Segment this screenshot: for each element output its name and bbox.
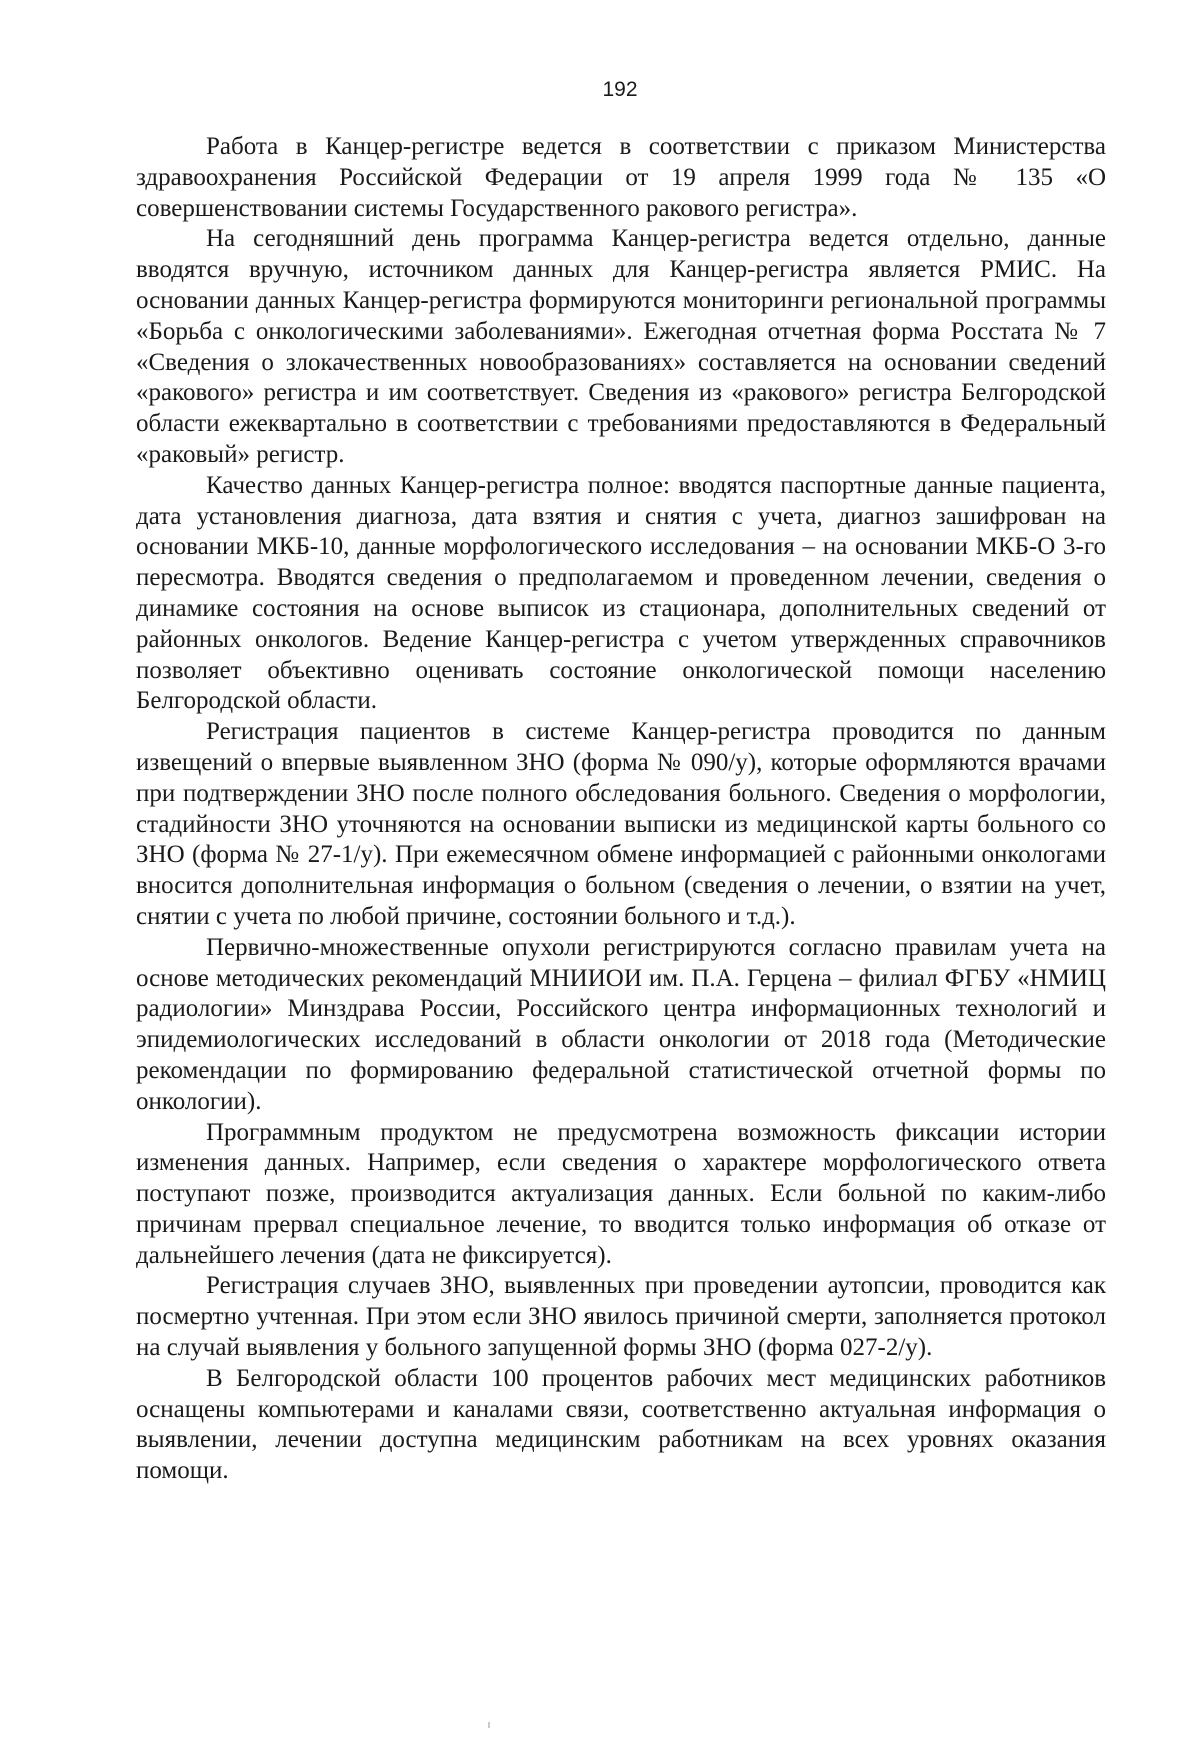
paragraph-data-history: Программным продуктом не предусмотрена возможность фиксации истории изменения данных. Например, если сведения о характере морфологического ответа поступают позже, производится актуализация данных. Если больной по каким-либо причинам прервал специальное лечение, то вводится только информация об отказе от дальнейшего лечения (дата не фиксируется). bbox=[136, 1118, 1106, 1269]
document-body bbox=[136, 132, 1106, 1487]
page-number: 192 bbox=[602, 78, 638, 101]
paragraph-cancer-register-order: Работа в Канцер-регистре ведется в соответствии с приказом Министерства здравоохранения Российской Федерации от 19 апреля 1999 года № 135 «О совершенствовании системы Государственного ракового регистра». bbox=[136, 133, 1106, 222]
paragraph-workplaces: В Белгородской области 100 процентов рабочих мест медицинских работников оснащены компьютерами и каналами связи, соответственно актуальная информация о выявлении, лечении доступна медицинским работникам на всех уровнях оказания помощи. bbox=[136, 1364, 1106, 1485]
scan-artifact-mark bbox=[488, 1722, 490, 1728]
paragraph-autopsy-cases: Регистрация случаев ЗНО, выявленных при проведении аутопсии, проводится как посмертно учтенная. При этом если ЗНО явилось причиной смерти, заполняется протокол на случай выявления у больного запущенной формы ЗНО (форма 027-2/у). bbox=[136, 1272, 1106, 1362]
paragraph-multiple-tumors: Первично-множественные опухоли регистрируются согласно правилам учета на основе методических рекомендаций МНИИОИ им. П.А. Герцена – филиал ФГБУ «НМИЦ радиологии» Минздрава России, Российского центра информационных технологий и эпидемиологических исследований в области онкологии от 2018 года (Методические рекомендации по формированию федеральной статистической отчетной формы по онкологии). bbox=[136, 933, 1106, 1115]
paragraph-data-quality: Качество данных Канцер-регистра полное: вводятся паспортные данные пациента, дата установления диагноза, дата взятия и снятия с учета, диагноз зашифрован на основании МКБ-10, данные морфологического исследования – на основании МКБ-О 3-го пересмотра. Вводятся сведения о предполагаемом и проведенном лечении, сведения о динамике состояния на основе выписок из стационара, дополнительных сведений от районных онкологов. Ведение Канцер-регистра с учетом утвержденных справочников позволяет объективно оценивать состояние онкологической помощи населению Белгородской области. bbox=[136, 471, 1106, 715]
paragraph-current-program: На сегодняшний день программа Канцер-регистра ведется отдельно, данные вводятся вручную, источником данных для Канцер-регистра является РМИС. На основании данных Канцер-регистра формируются мониторинги региональной программы «Борьба с онкологическими заболеваниями». Ежегодная отчетная форма Росстата № 7 «Сведения о злокачественных новообразованиях» составляется на основании сведений «ракового» регистра и им соответствует. Сведения из «ракового» регистра Белгородской области ежеквартально в соответствии с требованиями предоставляются в Федеральный «раковый» регистр. bbox=[136, 225, 1106, 468]
paragraph-patient-registration: Регистрация пациентов в системе Канцер-регистра проводится по данным извещений о впервые выявленном ЗНО (форма № 090/у), которые оформляются врачами при подтверждении ЗНО после полного обследования больного. Сведения о морфологии, стадийности ЗНО уточняются на основании выписки из медицинской карты больного со ЗНО (форма № 27-1/у). При ежемесячном обмене информацией с районными онкологами вносится дополнительная информация о больном (сведения о лечении, о взятии на учет, снятии с учета по любой причине, состоянии больного и т.д.). bbox=[136, 718, 1106, 930]
